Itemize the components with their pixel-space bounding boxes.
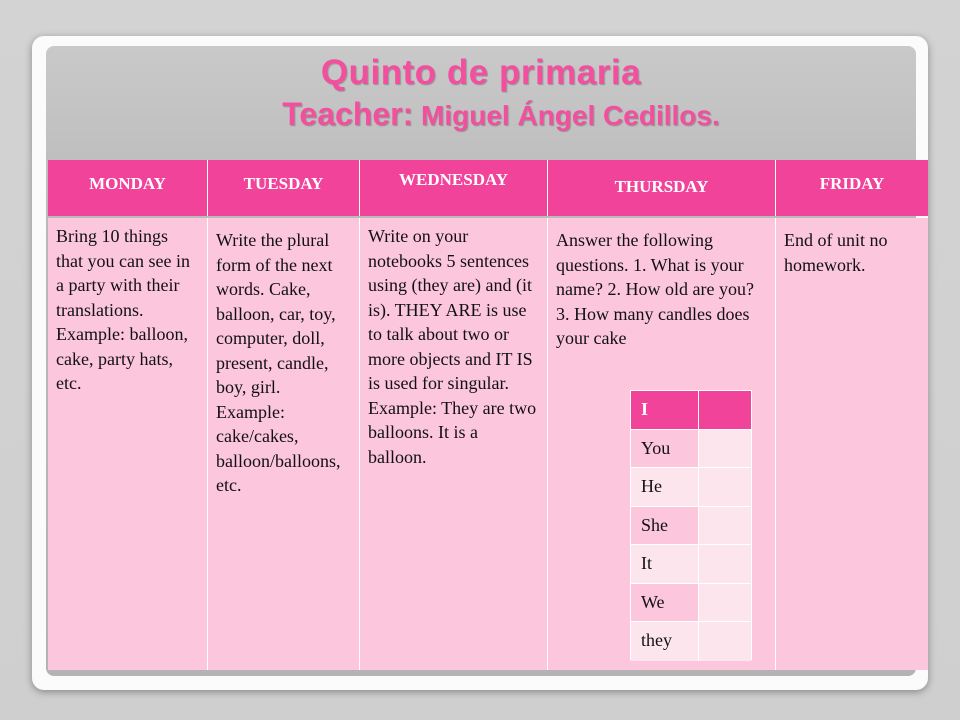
pronoun-answer-cell (699, 622, 751, 661)
cell-wednesday: Write on your notebooks 5 sentences using (they are) and (it is). THEY ARE is use to talk about two or more objects and IT IS is used for singular. Example: They are two balloons. It is a balloon. (360, 218, 548, 670)
pronoun-header-row (631, 391, 751, 430)
header-tuesday: TUESDAY (208, 160, 360, 216)
header-thursday: THURSDAY (548, 160, 776, 216)
pronoun-cell: He (631, 468, 699, 506)
pronoun-row (631, 622, 751, 661)
cell-thursday: Answer the following questions. 1. What is your name? 2. How old are you? 3. How many candles does your cake (548, 218, 776, 670)
pronoun-cell: We (631, 584, 699, 622)
cell-friday: End of unit no homework. (784, 230, 888, 275)
pronoun-table (630, 390, 752, 660)
cell-tuesday: Write the plural form of the next words. Cake, balloon, car, toy, computer, doll, present, candle, boy, girl. Example: cake/cakes, balloon/balloons, etc. (208, 218, 360, 670)
pronoun-row (631, 507, 751, 546)
teacher-label: Teacher: (282, 96, 414, 132)
cell-monday: Bring 10 things that you can see in a party with their translations. Example: balloon, cake, party hats, etc. (48, 218, 208, 670)
title-teacher (86, 94, 916, 136)
title-grade: Quinto de primaria (320, 53, 642, 92)
header-monday: MONDAY (48, 160, 208, 216)
pronoun-cell: they (631, 622, 699, 661)
header-friday: FRIDAY (819, 174, 885, 193)
table-body-row (48, 218, 928, 670)
header-wednesday: WEDNESDAY (360, 160, 548, 216)
pronoun-answer-cell (699, 430, 751, 468)
pronoun-answer-cell (699, 584, 751, 622)
table-header-row (48, 160, 928, 216)
pronoun-header-cell: I (631, 391, 699, 429)
pronoun-answer-cell (699, 507, 751, 545)
pronoun-cell: You (631, 430, 699, 468)
pronoun-cell: It (631, 545, 699, 583)
pronoun-row (631, 430, 751, 469)
pronoun-row (631, 545, 751, 584)
homework-schedule-table (48, 160, 928, 670)
pronoun-row (631, 584, 751, 623)
pronoun-header-empty (699, 391, 751, 429)
pronoun-answer-cell (699, 545, 751, 583)
pronoun-row (631, 468, 751, 507)
teacher-name: Miguel Ángel Cedillos. (413, 100, 720, 131)
slide-title (46, 52, 916, 136)
pronoun-answer-cell (699, 468, 751, 506)
pronoun-cell: She (631, 507, 699, 545)
